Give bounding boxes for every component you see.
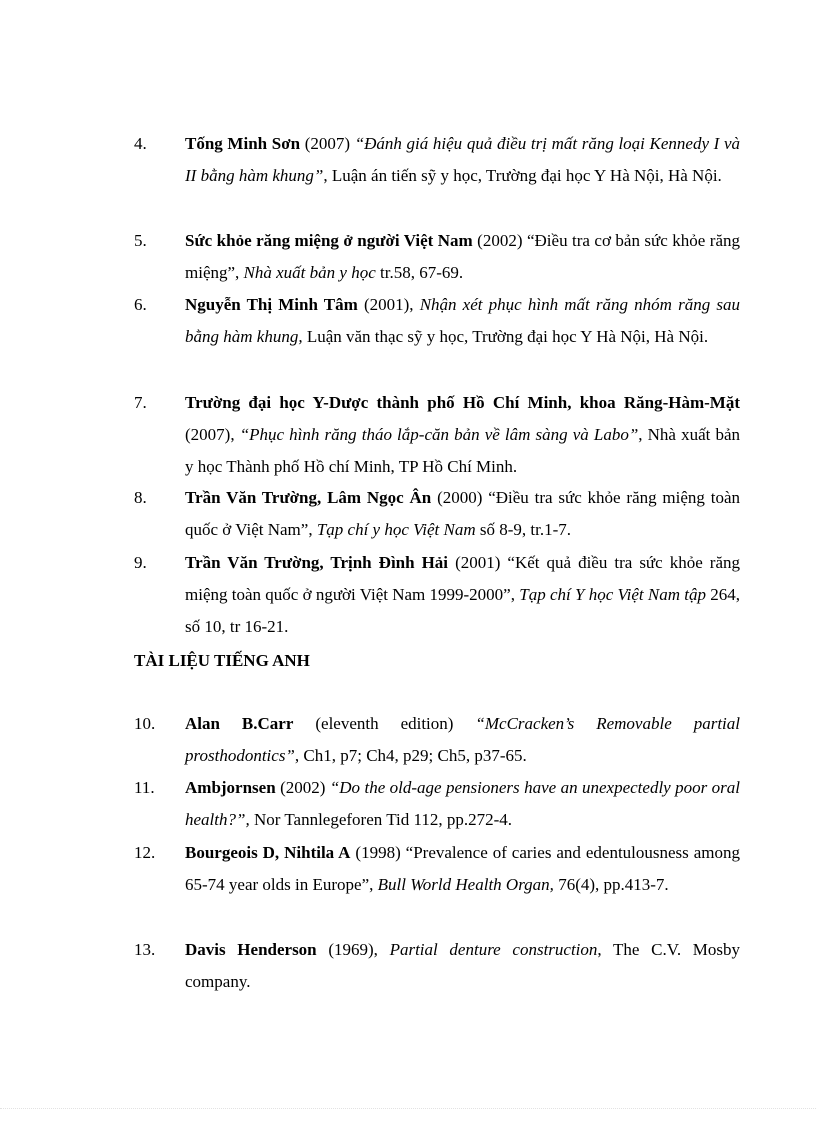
- reference-number: 12.: [134, 843, 156, 862]
- reference-title: “McCracken’s Removable partial prosthodontics”: [185, 714, 740, 765]
- reference-details: Luận văn thạc sỹ y học, Trường đại học Y Hà Nội, Hà Nội.: [302, 327, 709, 346]
- reference-details: Nor Tannlegeforen Tid 112, pp.272-4.: [249, 810, 512, 829]
- reference-year: (2000) “Điều tra sức khỏe răng miệng toàn quốc ở Việt Nam”,: [185, 488, 740, 539]
- reference-details: 76(4), pp.413-7.: [553, 875, 669, 894]
- reference-item: [134, 708, 740, 772]
- section-heading: TÀI LIỆU TIẾNG ANH: [134, 651, 310, 670]
- reference-author: Ambjornsen: [185, 778, 276, 797]
- reference-details: tr.58, 67-69.: [375, 263, 464, 282]
- reference-title: Bull World Health Organ,: [377, 875, 554, 894]
- reference-item: [134, 547, 740, 643]
- reference-author: Bourgeois D, Nihtila A: [185, 843, 351, 862]
- reference-item: [134, 387, 740, 483]
- page-bottom-divider: [0, 1108, 816, 1110]
- reference-year: (1969),: [316, 940, 390, 959]
- reference-text: [185, 128, 740, 192]
- reference-title: Nhà xuất bản y học: [243, 263, 376, 282]
- reference-number: 8.: [134, 488, 147, 507]
- reference-details: , Luận án tiến sỹ y học, Trường đại học Y Hà Nội, Hà Nội.: [323, 166, 722, 185]
- reference-title: Partial denture construction: [389, 940, 598, 959]
- reference-text: [185, 772, 740, 836]
- reference-details: số 8-9, tr.1-7.: [475, 520, 572, 539]
- reference-text: [185, 482, 740, 546]
- reference-year: (2001) “Kết quả điều tra sức khỏe răng miệng toàn quốc ở người Việt Nam 1999-2000”,: [185, 553, 740, 604]
- reference-year: (2001),: [357, 295, 420, 314]
- reference-details: , Nhà xuất bản y học Thành phố Hồ chí Minh, TP Hồ Chí Minh.: [185, 425, 741, 476]
- reference-details: , The C.V. Mosby company.: [185, 940, 740, 991]
- reference-item: [134, 934, 740, 998]
- reference-year: (2002) “Điều tra cơ bản sức khỏe răng miệng”,: [185, 231, 740, 282]
- reference-year: (eleventh edition): [293, 714, 476, 733]
- reference-item: [134, 289, 740, 353]
- reference-number: 13.: [134, 940, 156, 959]
- reference-details: 264, số 10, tr 16-21.: [185, 585, 740, 636]
- reference-year: (1998) “Prevalence of caries and edentulousness among 65-74 year olds in Europe”,: [185, 843, 740, 894]
- reference-number: 4.: [134, 134, 147, 153]
- reference-details: , Ch1, p7; Ch4, p29; Ch5, p37-65.: [294, 746, 527, 765]
- reference-item: [134, 772, 740, 836]
- reference-author: Sức khỏe răng miệng ở người Việt Nam: [185, 231, 473, 250]
- reference-number: 9.: [134, 553, 147, 572]
- reference-number: 11.: [134, 778, 155, 797]
- reference-author: Trần Văn Trường, Trịnh Đình Hải: [185, 553, 449, 572]
- reference-item: [134, 837, 740, 901]
- reference-text: [185, 225, 740, 289]
- reference-title: Tạp chí y học Việt Nam: [316, 520, 476, 539]
- reference-item: [134, 128, 740, 192]
- reference-year: (2007),: [185, 425, 240, 444]
- reference-item: [134, 482, 740, 546]
- reference-text: [185, 934, 740, 998]
- reference-number: 6.: [134, 295, 147, 314]
- reference-author: Davis Henderson: [185, 940, 317, 959]
- reference-text: [185, 547, 740, 643]
- reference-text: [185, 837, 740, 901]
- reference-title: Nhận xét phục hình mất răng nhóm răng sau bằng hàm khung,: [185, 295, 741, 346]
- reference-number: 10.: [134, 714, 156, 733]
- reference-title: “Phục hình răng tháo lắp-căn bản về lâm sàng và Labo”: [239, 425, 639, 444]
- reference-author: Nguyễn Thị Minh Tâm: [185, 295, 358, 314]
- reference-title: “Do the old-age pensioners have an unexpectedly poor oral health?”,: [185, 778, 740, 829]
- reference-text: [185, 387, 740, 483]
- reference-text: [185, 708, 740, 772]
- reference-title: “Đánh giá hiệu quả điều trị mất răng loại Kennedy I và II bằng hàm khung”: [185, 134, 740, 185]
- reference-author: Trường đại học Y-Dược thành phố Hồ Chí Minh, khoa Răng-Hàm-Mặt: [185, 393, 740, 412]
- reference-author: Alan B.Carr: [185, 714, 294, 733]
- reference-item: [134, 225, 740, 289]
- reference-year: (2007): [300, 134, 355, 153]
- reference-year: (2002): [275, 778, 330, 797]
- reference-author: Trần Văn Trường, Lâm Ngọc Ân: [185, 488, 432, 507]
- reference-title: Tạp chí Y học Việt Nam tập: [519, 585, 706, 604]
- reference-number: 5.: [134, 231, 147, 250]
- reference-number: 7.: [134, 393, 147, 412]
- reference-author: Tống Minh Sơn: [185, 134, 301, 153]
- reference-text: [185, 289, 740, 353]
